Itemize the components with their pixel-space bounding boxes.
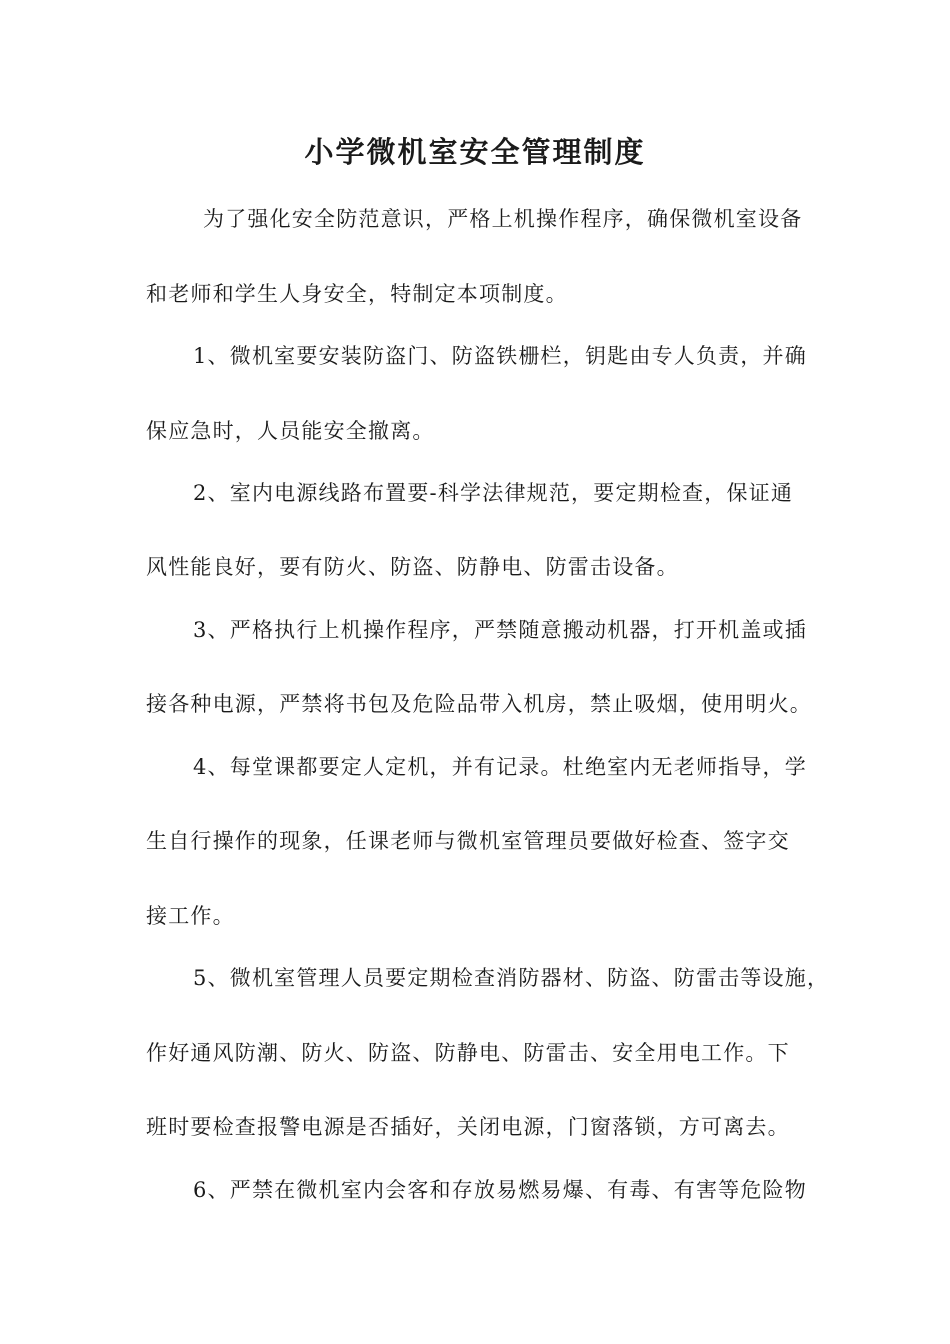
rule-2-line-2: 风性能良好，要有防火、防盗、防静电、防雷击设备。 — [146, 555, 679, 579]
rule-1-line-1: 1、微机室要安装防盗门、防盗铁栅栏，钥匙由专人负责，并确 — [193, 344, 807, 368]
rule-4-line-1: 4、每堂课都要定人定机，并有记录。杜绝室内无老师指导，学 — [193, 755, 807, 779]
rule-4-line-2: 生自行操作的现象，任课老师与微机室管理员要做好检查、签字交 — [146, 829, 790, 853]
rule-3-line-2: 接各种电源，严禁将书包及危险品带入机房，禁止吸烟，使用明火。 — [146, 692, 812, 716]
rule-1-line-2: 保应急时，人员能安全撤离。 — [146, 419, 435, 443]
rule-6-line-1: 6、严禁在微机室内会客和存放易燃易爆、有毒、有害等危险物 — [193, 1178, 807, 1202]
rule-5-line-3: 班时要检查报警电源是否插好，关闭电源，门窗落锁，方可离去。 — [146, 1115, 790, 1139]
rule-2-line-1: 2、室内电源线路布置要-科学法律规范，要定期检查，保证通 — [193, 481, 794, 505]
rule-5-line-2: 作好通风防潮、防火、防盗、防静电、防雷击、安全用电工作。下 — [146, 1041, 790, 1065]
document-title: 小学微机室安全管理制度 — [304, 135, 646, 169]
rule-4-line-3: 接工作。 — [146, 904, 235, 928]
rule-5-line-1: 5、微机室管理人员要定期检查消防器材、防盗、防雷击等设施， — [193, 966, 830, 990]
paragraph-intro-line-2: 和老师和学生人身安全，特制定本项制度。 — [146, 282, 568, 306]
rule-3-line-1: 3、严格执行上机操作程序，严禁随意搬动机器，打开机盖或插 — [193, 618, 807, 642]
paragraph-intro-line-1: 为了强化安全防范意识，严格上机操作程序，确保微机室设备 — [203, 207, 803, 231]
